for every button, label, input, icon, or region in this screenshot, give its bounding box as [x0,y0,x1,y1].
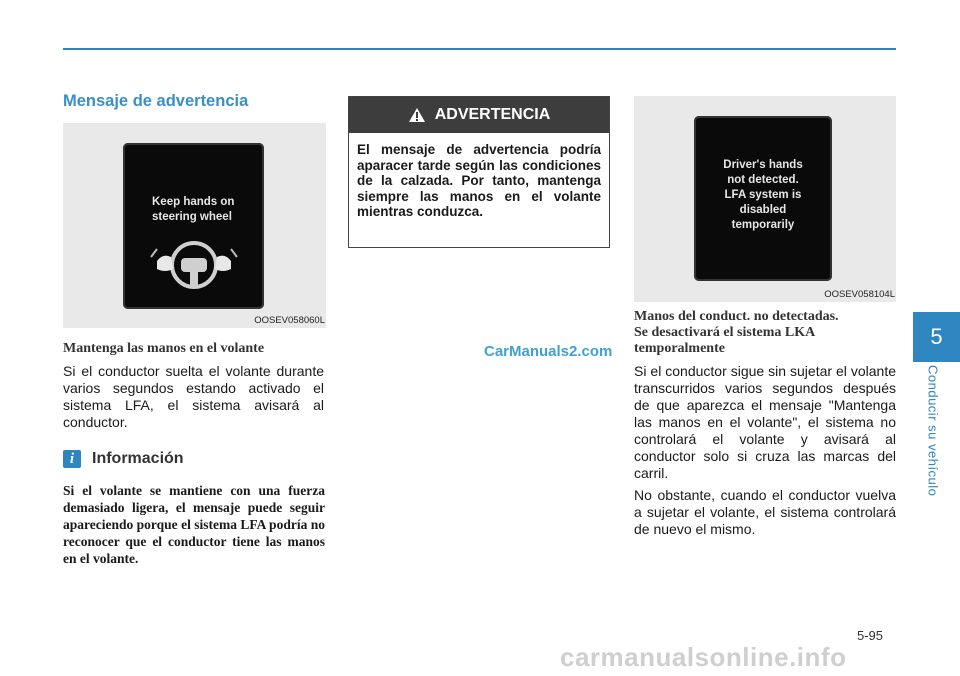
screen-line: LFA system is [724,189,802,201]
chapter-number-tab[interactable]: 5 [913,312,960,362]
subhead-line: Manos del conduct. no detectadas. [634,309,839,324]
steering-wheel-hands-icon [149,239,239,289]
subhead-line: Se desactivará el sistema LKA [634,325,816,340]
chapter-title: Conducir su vehículo [925,365,941,497]
subhead-lka-disabled [634,309,896,357]
screen-line: disabled [739,204,787,216]
figure-keep-hands [63,123,326,328]
body-paragraph-2: No obstante, cuando el conductor vuelva a sujetar el volante, el sistema controlará de nuevo el mismo. [634,487,896,537]
top-rule [63,48,896,50]
info-title: Información [92,450,184,467]
screen-line: not detected. [727,174,799,186]
footer-watermark[interactable]: carmanualsonline.info [560,642,847,672]
figure-code: OOSEV058060L [254,315,325,326]
section-title: Mensaje de advertencia [63,92,249,110]
subhead-keep-hands: Mantenga las manos en el volante [63,341,265,356]
cluster-screen-right [694,116,832,281]
warning-body: El mensaje de advertencia podría aparacer tarde según las condiciones de la calzada. Por tanto, mantenga siempre las manos en el volante mientras conduzca. [357,142,601,219]
screen-message [694,158,832,233]
figure-hands-not-detected [634,96,896,302]
screen-line: Driver's hands [723,159,803,171]
warning-box [348,96,610,248]
watermark-link[interactable]: CarManuals2.com [484,343,613,360]
screen-line-2: steering wheel [152,211,232,223]
cluster-screen [123,143,264,309]
figure-code-right: OOSEV058104L [824,289,895,300]
body-paragraph-1: Si el conductor sigue sin sujetar el volante transcurridos varios segundos después de que aparezca el mensaje "Mantenga las manos en el volante", el sistema no controlará el volante y avisará al conductor solo si cruza las marcas del carril. [634,363,896,481]
screen-line-1: Keep hands on [152,196,235,208]
body-keep-hands: Si el conductor suelta el volante durante varios segundos estando activado el sistema LFA, el sistema avisará al conductor. [63,363,324,430]
info-icon: i [63,450,81,468]
warning-header [349,97,609,133]
chapter-side-label [918,365,948,505]
warning-triangle-icon [408,107,426,123]
warning-title: ADVERTENCIA [434,106,551,123]
info-header [63,450,184,468]
screen-line: temporarily [731,219,795,231]
info-body: Si el volante se mantiene con una fuerza demasiado ligera, el mensaje puede seguir apareciendo porque el sistema LFA podría no reconocer que el conductor tiene las manos en el volante. [63,483,325,566]
subhead-line: temporalmente [634,341,725,356]
page-number: 5-95 [857,628,884,643]
